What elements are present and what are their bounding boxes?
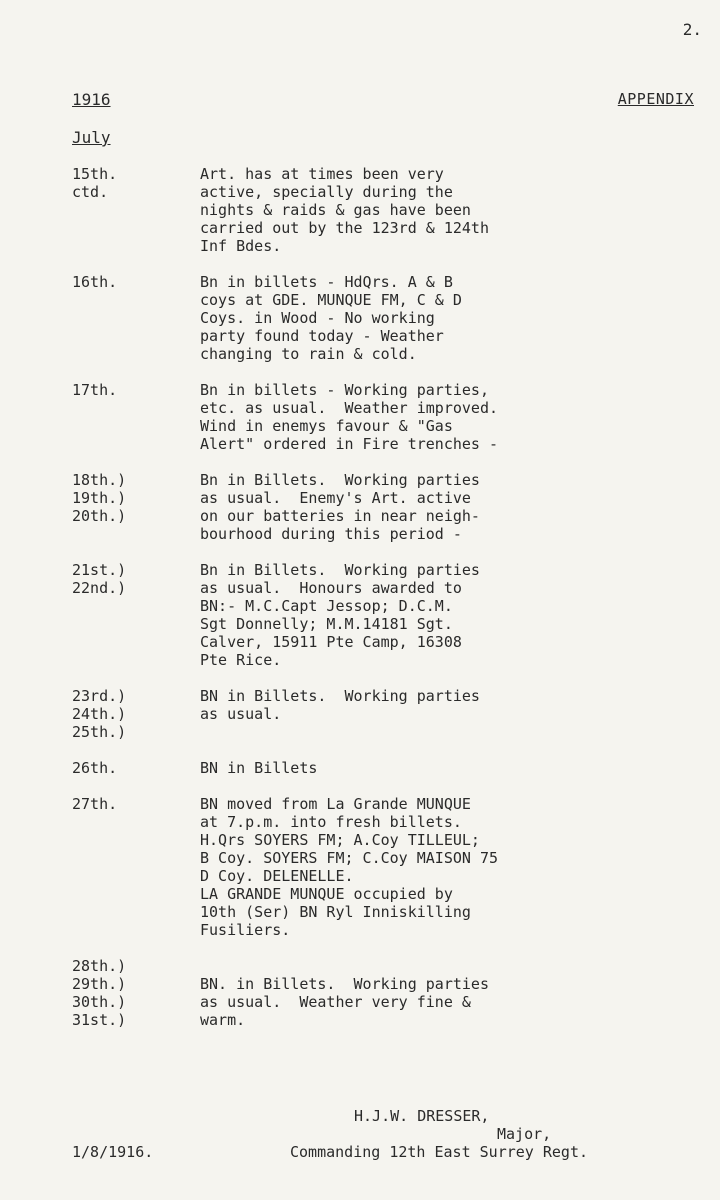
diary-entry bbox=[72, 165, 692, 255]
entry-text-line: party found today - Weather bbox=[200, 327, 444, 345]
entry-dates bbox=[72, 273, 200, 363]
entry-date: 31st.) bbox=[72, 1011, 127, 1029]
entry-text-line: bourhood during this period - bbox=[200, 525, 462, 543]
entry-dates bbox=[72, 687, 200, 741]
entry-dates bbox=[72, 759, 200, 777]
entry-text bbox=[200, 561, 692, 669]
entry-text-line: H.Qrs SOYERS FM; A.Coy TILLEUL; bbox=[200, 831, 480, 849]
entry-text bbox=[200, 381, 692, 453]
entry-date: 27th. bbox=[72, 795, 118, 813]
entry-text-line: carried out by the 123rd & 124th bbox=[200, 219, 489, 237]
entry-text-line: BN:- M.C.Capt Jessop; D.C.M. bbox=[200, 597, 453, 615]
signatory-rank: Major, bbox=[497, 1125, 552, 1143]
entry-date: 30th.) bbox=[72, 993, 127, 1011]
entry-date: 20th.) bbox=[72, 507, 127, 525]
entry-text-line: 10th (Ser) BN Ryl Inniskilling bbox=[200, 903, 471, 921]
entry-date: 23rd.) bbox=[72, 687, 127, 705]
diary-entry bbox=[72, 381, 692, 453]
entry-text-line: Bn in Billets. Working parties bbox=[200, 561, 480, 579]
entry-text-line: etc. as usual. Weather improved. bbox=[200, 399, 499, 417]
entry-text-line: Calver, 15911 Pte Camp, 16308 bbox=[200, 633, 462, 651]
entry-text-line: BN. in Billets. Working parties bbox=[200, 975, 489, 993]
appendix-heading: APPENDIX bbox=[617, 90, 694, 108]
diary-entry bbox=[72, 759, 692, 777]
diary-entry bbox=[72, 471, 692, 543]
entry-text bbox=[200, 165, 692, 255]
entry-dates bbox=[72, 561, 200, 669]
page-number: 2. bbox=[682, 20, 702, 39]
entry-text-line: Sgt Donnelly; M.M.14181 Sgt. bbox=[200, 615, 453, 633]
diary-entry bbox=[72, 561, 692, 669]
entry-date: 19th.) bbox=[72, 489, 127, 507]
entry-text-line: Inf Bdes. bbox=[200, 237, 282, 255]
entry-text-line: Art. has at times been very bbox=[200, 165, 444, 183]
entry-text bbox=[200, 687, 692, 741]
entry-text-line: Fusiliers. bbox=[200, 921, 291, 939]
entry-dates bbox=[72, 165, 200, 255]
entry-date: 28th.) bbox=[72, 957, 127, 975]
diary-entry bbox=[72, 957, 692, 1029]
entry-date: ctd. bbox=[72, 183, 109, 201]
entry-text bbox=[200, 957, 692, 1029]
entry-text-line: on our batteries in near neigh- bbox=[200, 507, 480, 525]
entry-text bbox=[200, 273, 692, 363]
entry-text-line: Pte Rice. bbox=[200, 651, 282, 669]
entry-text bbox=[200, 759, 692, 777]
month-heading: July bbox=[72, 128, 111, 147]
entry-date: 24th.) bbox=[72, 705, 127, 723]
entry-text-line: as usual. Weather very fine & bbox=[200, 993, 471, 1011]
entry-text-line: Bn in billets - Working parties, bbox=[200, 381, 489, 399]
entry-text-line: Coys. in Wood - No working bbox=[200, 309, 435, 327]
entry-text-line: active, specially during the bbox=[200, 183, 453, 201]
diary-entries bbox=[72, 165, 692, 1047]
entry-dates bbox=[72, 957, 200, 1029]
entry-text-line: BN moved from La Grande MUNQUE bbox=[200, 795, 471, 813]
signatory-name: H.J.W. DRESSER, bbox=[354, 1107, 490, 1125]
entry-text-line: at 7.p.m. into fresh billets. bbox=[200, 813, 462, 831]
entry-text-line: as usual. Enemy's Art. active bbox=[200, 489, 471, 507]
year-heading: 1916 bbox=[72, 90, 111, 109]
entry-text-line: as usual. bbox=[200, 705, 282, 723]
entry-text-line: Wind in enemys favour & "Gas bbox=[200, 417, 453, 435]
entry-text-line: D Coy. DELENELLE. bbox=[200, 867, 354, 885]
entry-date: 15th. bbox=[72, 165, 118, 183]
entry-text bbox=[200, 795, 692, 939]
entry-text-line: BN in Billets bbox=[200, 759, 318, 777]
entry-text-line: changing to rain & cold. bbox=[200, 345, 417, 363]
entry-text-line: LA GRANDE MUNQUE occupied by bbox=[200, 885, 453, 903]
document-header bbox=[72, 90, 694, 114]
diary-entry bbox=[72, 795, 692, 939]
entry-dates bbox=[72, 471, 200, 543]
entry-date: 25th.) bbox=[72, 723, 127, 741]
entry-text-line: as usual. Honours awarded to bbox=[200, 579, 462, 597]
entry-date: 22nd.) bbox=[72, 579, 127, 597]
diary-entry bbox=[72, 687, 692, 741]
signature-date: 1/8/1916. bbox=[72, 1143, 154, 1161]
entry-date: 18th.) bbox=[72, 471, 127, 489]
entry-date: 21st.) bbox=[72, 561, 127, 579]
entry-text bbox=[200, 471, 692, 543]
diary-entry bbox=[72, 273, 692, 363]
entry-text-line: nights & raids & gas have been bbox=[200, 201, 471, 219]
entry-date: 16th. bbox=[72, 273, 118, 291]
entry-text-line: Bn in billets - HdQrs. A & B bbox=[200, 273, 453, 291]
entry-text-line: BN in Billets. Working parties bbox=[200, 687, 480, 705]
entry-dates bbox=[72, 381, 200, 453]
entry-text-line: B Coy. SOYERS FM; C.Coy MAISON 75 bbox=[200, 849, 499, 867]
entry-text-line: Alert" ordered in Fire trenches - bbox=[200, 435, 499, 453]
entry-text-line: coys at GDE. MUNQUE FM, C & D bbox=[200, 291, 462, 309]
signatory-command: Commanding 12th East Surrey Regt. bbox=[290, 1143, 589, 1161]
entry-text-line: warm. bbox=[200, 1011, 246, 1029]
entry-date: 26th. bbox=[72, 759, 118, 777]
entry-dates bbox=[72, 795, 200, 939]
entry-text-line: Bn in Billets. Working parties bbox=[200, 471, 480, 489]
entry-date: 17th. bbox=[72, 381, 118, 399]
entry-date: 29th.) bbox=[72, 975, 127, 993]
